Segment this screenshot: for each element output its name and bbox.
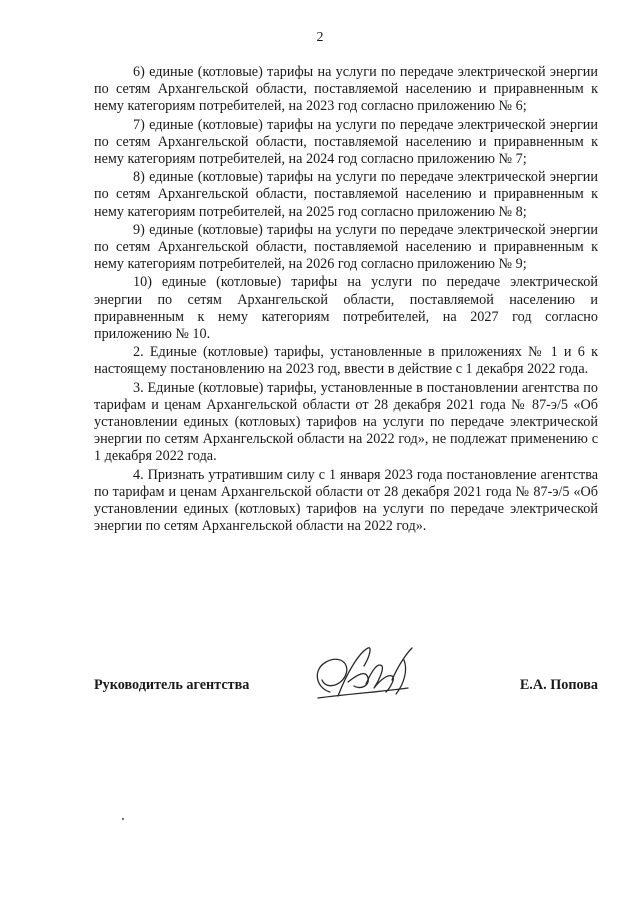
list-item-6: 6) единые (котловые) тарифы на услуги по передаче электрической энергии по сетям Архангельской области, поставляемой населению и приравненным к нему категориям потребителей, на 2023 год согласно приложению № 6; — [94, 64, 598, 115]
scan-speck — [122, 818, 124, 820]
handwritten-signature — [308, 640, 428, 712]
page-number: 2 — [316, 30, 324, 45]
signatory-name: Е.А. Попова — [519, 677, 598, 693]
list-item-9: 9) единые (котловые) тарифы на услуги по передаче электрической энергии по сетям Архангельской области, поставляемой населению и приравненным к нему категориям потребителей, на 2026 год согласно приложению № 9; — [94, 221, 598, 273]
clause-3: 3. Единые (котловые) тарифы, установленные в постановлении агентства по тарифам и ценам Архангельской области от 28 декабря 2021 года № 87-э/5 «Об установлении единых (котловых) тарифов на услуги по передаче электрической энергии по сетям Архангельской области на 2022 год», не подлежат применению с 1 декабря 2022 года. — [94, 379, 598, 465]
list-item-7: 7) единые (котловые) тарифы на услуги по передаче электрической энергии по сетям Архангельской области, поставляемой населению и приравненным к нему категориям потребителей, на 2024 год согласно приложению № 7; — [94, 116, 598, 168]
signatory-title: Руководитель агентства — [94, 677, 250, 693]
clause-2: 2. Единые (котловые) тарифы, установленные в приложениях № 1 и 6 к настоящему постановлению на 2023 год, ввести в действие с 1 декабря 2022 года. — [94, 344, 598, 378]
list-item-10: 10) единые (котловые) тарифы на услуги по передаче электрической энергии по сетям Архангельской области, поставляемой населению и приравненным к нему категориям потребителей, на 2027 год согласно приложению № 10. — [94, 274, 598, 343]
list-item-8: 8) единые (котловые) тарифы на услуги по передаче электрической энергии по сетям Архангельской области, поставляемой населению и приравненным к нему категориям потребителей, на 2025 год согласно приложению № 8; — [94, 169, 598, 220]
signature-block — [94, 640, 598, 720]
document-body — [94, 64, 598, 536]
clause-4: 4. Признать утратившим силу с 1 января 2023 года постановление агентства по тарифам и ценам Архангельской области от 28 декабря 2021 года № 87-э/5 «Об установлении единых (котловых) тарифов на услуги по передаче электрической энергии по сетям Архангельской области на 2022 год». — [94, 466, 598, 535]
